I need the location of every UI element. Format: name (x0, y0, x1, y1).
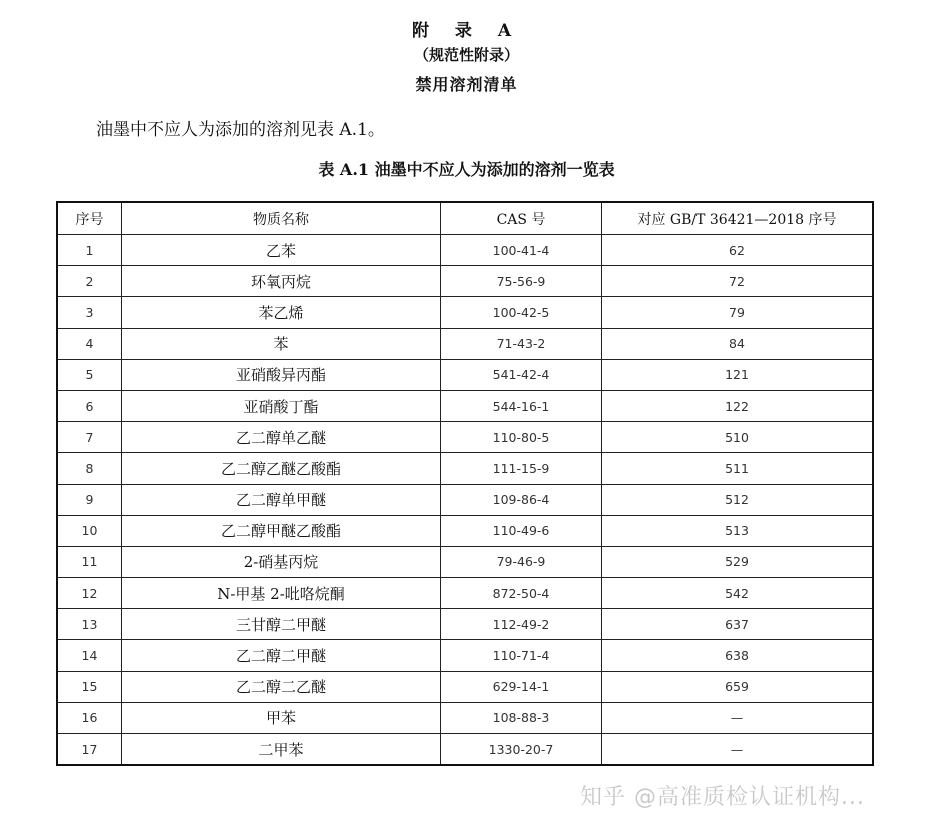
cell-gbt-index: 510 (602, 422, 874, 453)
cell-substance: 乙二醇甲醚乙酸酯 (122, 515, 441, 546)
cell-index: 4 (57, 328, 122, 359)
cell-cas: 75-56-9 (441, 266, 602, 297)
table-row (57, 297, 873, 328)
cell-index: 6 (57, 390, 122, 421)
table-row (57, 235, 873, 266)
table-row (57, 484, 873, 515)
watermark-text: 知乎 @高准质检认证机构... (580, 785, 865, 810)
appendix-subtitle: （规范性附录） (413, 46, 519, 64)
cell-index: 13 (57, 609, 122, 640)
table-body (57, 235, 873, 766)
solvent-table (56, 201, 874, 766)
cell-index: 16 (57, 702, 122, 733)
cell-cas: 1330-20-7 (441, 734, 602, 766)
table-row (57, 702, 873, 733)
cell-cas: 108-88-3 (441, 702, 602, 733)
cell-gbt-index: 72 (602, 266, 874, 297)
cell-gbt-index: 637 (602, 609, 874, 640)
cell-substance: 乙二醇乙醚乙酸酯 (122, 453, 441, 484)
cell-index: 15 (57, 671, 122, 702)
header-cas: CAS 号 (441, 202, 602, 235)
cell-substance: 苯 (122, 328, 441, 359)
cell-index: 10 (57, 515, 122, 546)
table-row (57, 546, 873, 577)
cell-gbt-index: 513 (602, 515, 874, 546)
cell-gbt-index: 62 (602, 235, 874, 266)
cell-cas: 872-50-4 (441, 578, 602, 609)
cell-gbt-index: 84 (602, 328, 874, 359)
table-row (57, 266, 873, 297)
appendix-title: 附 录 A (411, 21, 522, 41)
cell-gbt-index: — (602, 702, 874, 733)
cell-substance: 乙二醇二甲醚 (122, 640, 441, 671)
cell-index: 17 (57, 734, 122, 766)
header-index: 序号 (57, 202, 122, 235)
cell-cas: 100-42-5 (441, 297, 602, 328)
cell-index: 14 (57, 640, 122, 671)
intro-paragraph: 油墨中不应人为添加的溶剂见表 A.1。 (96, 120, 385, 140)
cell-cas: 544-16-1 (441, 390, 602, 421)
cell-substance: 苯乙烯 (122, 297, 441, 328)
table-row (57, 359, 873, 390)
table-header-row (57, 202, 873, 235)
cell-index: 3 (57, 297, 122, 328)
cell-substance: 2-硝基丙烷 (122, 546, 441, 577)
header-substance: 物质名称 (122, 202, 441, 235)
cell-cas: 110-49-6 (441, 515, 602, 546)
cell-gbt-index: 512 (602, 484, 874, 515)
cell-cas: 79-46-9 (441, 546, 602, 577)
cell-substance: 甲苯 (122, 702, 441, 733)
cell-cas: 110-80-5 (441, 422, 602, 453)
cell-cas: 112-49-2 (441, 609, 602, 640)
cell-gbt-index: 122 (602, 390, 874, 421)
cell-cas: 100-41-4 (441, 235, 602, 266)
cell-index: 8 (57, 453, 122, 484)
cell-gbt-index: 79 (602, 297, 874, 328)
table-row (57, 390, 873, 421)
cell-gbt-index: 511 (602, 453, 874, 484)
cell-gbt-index: 529 (602, 546, 874, 577)
table-row (57, 671, 873, 702)
cell-cas: 629-14-1 (441, 671, 602, 702)
cell-substance: 乙二醇二乙醚 (122, 671, 441, 702)
table-row (57, 453, 873, 484)
cell-index: 1 (57, 235, 122, 266)
cell-substance: 环氧丙烷 (122, 266, 441, 297)
cell-substance: 乙苯 (122, 235, 441, 266)
table-row (57, 515, 873, 546)
cell-index: 9 (57, 484, 122, 515)
cell-substance: 三甘醇二甲醚 (122, 609, 441, 640)
table-row (57, 328, 873, 359)
cell-gbt-index: 542 (602, 578, 874, 609)
header-gbt-index: 对应 GB/T 36421—2018 序号 (602, 202, 874, 235)
cell-index: 2 (57, 266, 122, 297)
cell-substance: 亚硝酸丁酯 (122, 390, 441, 421)
cell-gbt-index: 638 (602, 640, 874, 671)
cell-substance: N-甲基 2-吡咯烷酮 (122, 578, 441, 609)
cell-gbt-index: 121 (602, 359, 874, 390)
cell-index: 11 (57, 546, 122, 577)
table-row (57, 640, 873, 671)
table-row (57, 422, 873, 453)
cell-cas: 541-42-4 (441, 359, 602, 390)
cell-substance: 乙二醇单乙醚 (122, 422, 441, 453)
cell-index: 5 (57, 359, 122, 390)
cell-gbt-index: — (602, 734, 874, 766)
table-row (57, 734, 873, 766)
cell-index: 12 (57, 578, 122, 609)
cell-substance: 乙二醇单甲醚 (122, 484, 441, 515)
cell-cas: 71-43-2 (441, 328, 602, 359)
table-row (57, 609, 873, 640)
table-row (57, 578, 873, 609)
cell-cas: 109-86-4 (441, 484, 602, 515)
cell-gbt-index: 659 (602, 671, 874, 702)
appendix-name: 禁用溶剂清单 (415, 75, 518, 94)
cell-cas: 110-71-4 (441, 640, 602, 671)
table-caption: 表 A.1 油墨中不应人为添加的溶剂一览表 (318, 160, 615, 179)
cell-substance: 二甲苯 (122, 734, 441, 766)
cell-substance: 亚硝酸异丙酯 (122, 359, 441, 390)
cell-index: 7 (57, 422, 122, 453)
cell-cas: 111-15-9 (441, 453, 602, 484)
